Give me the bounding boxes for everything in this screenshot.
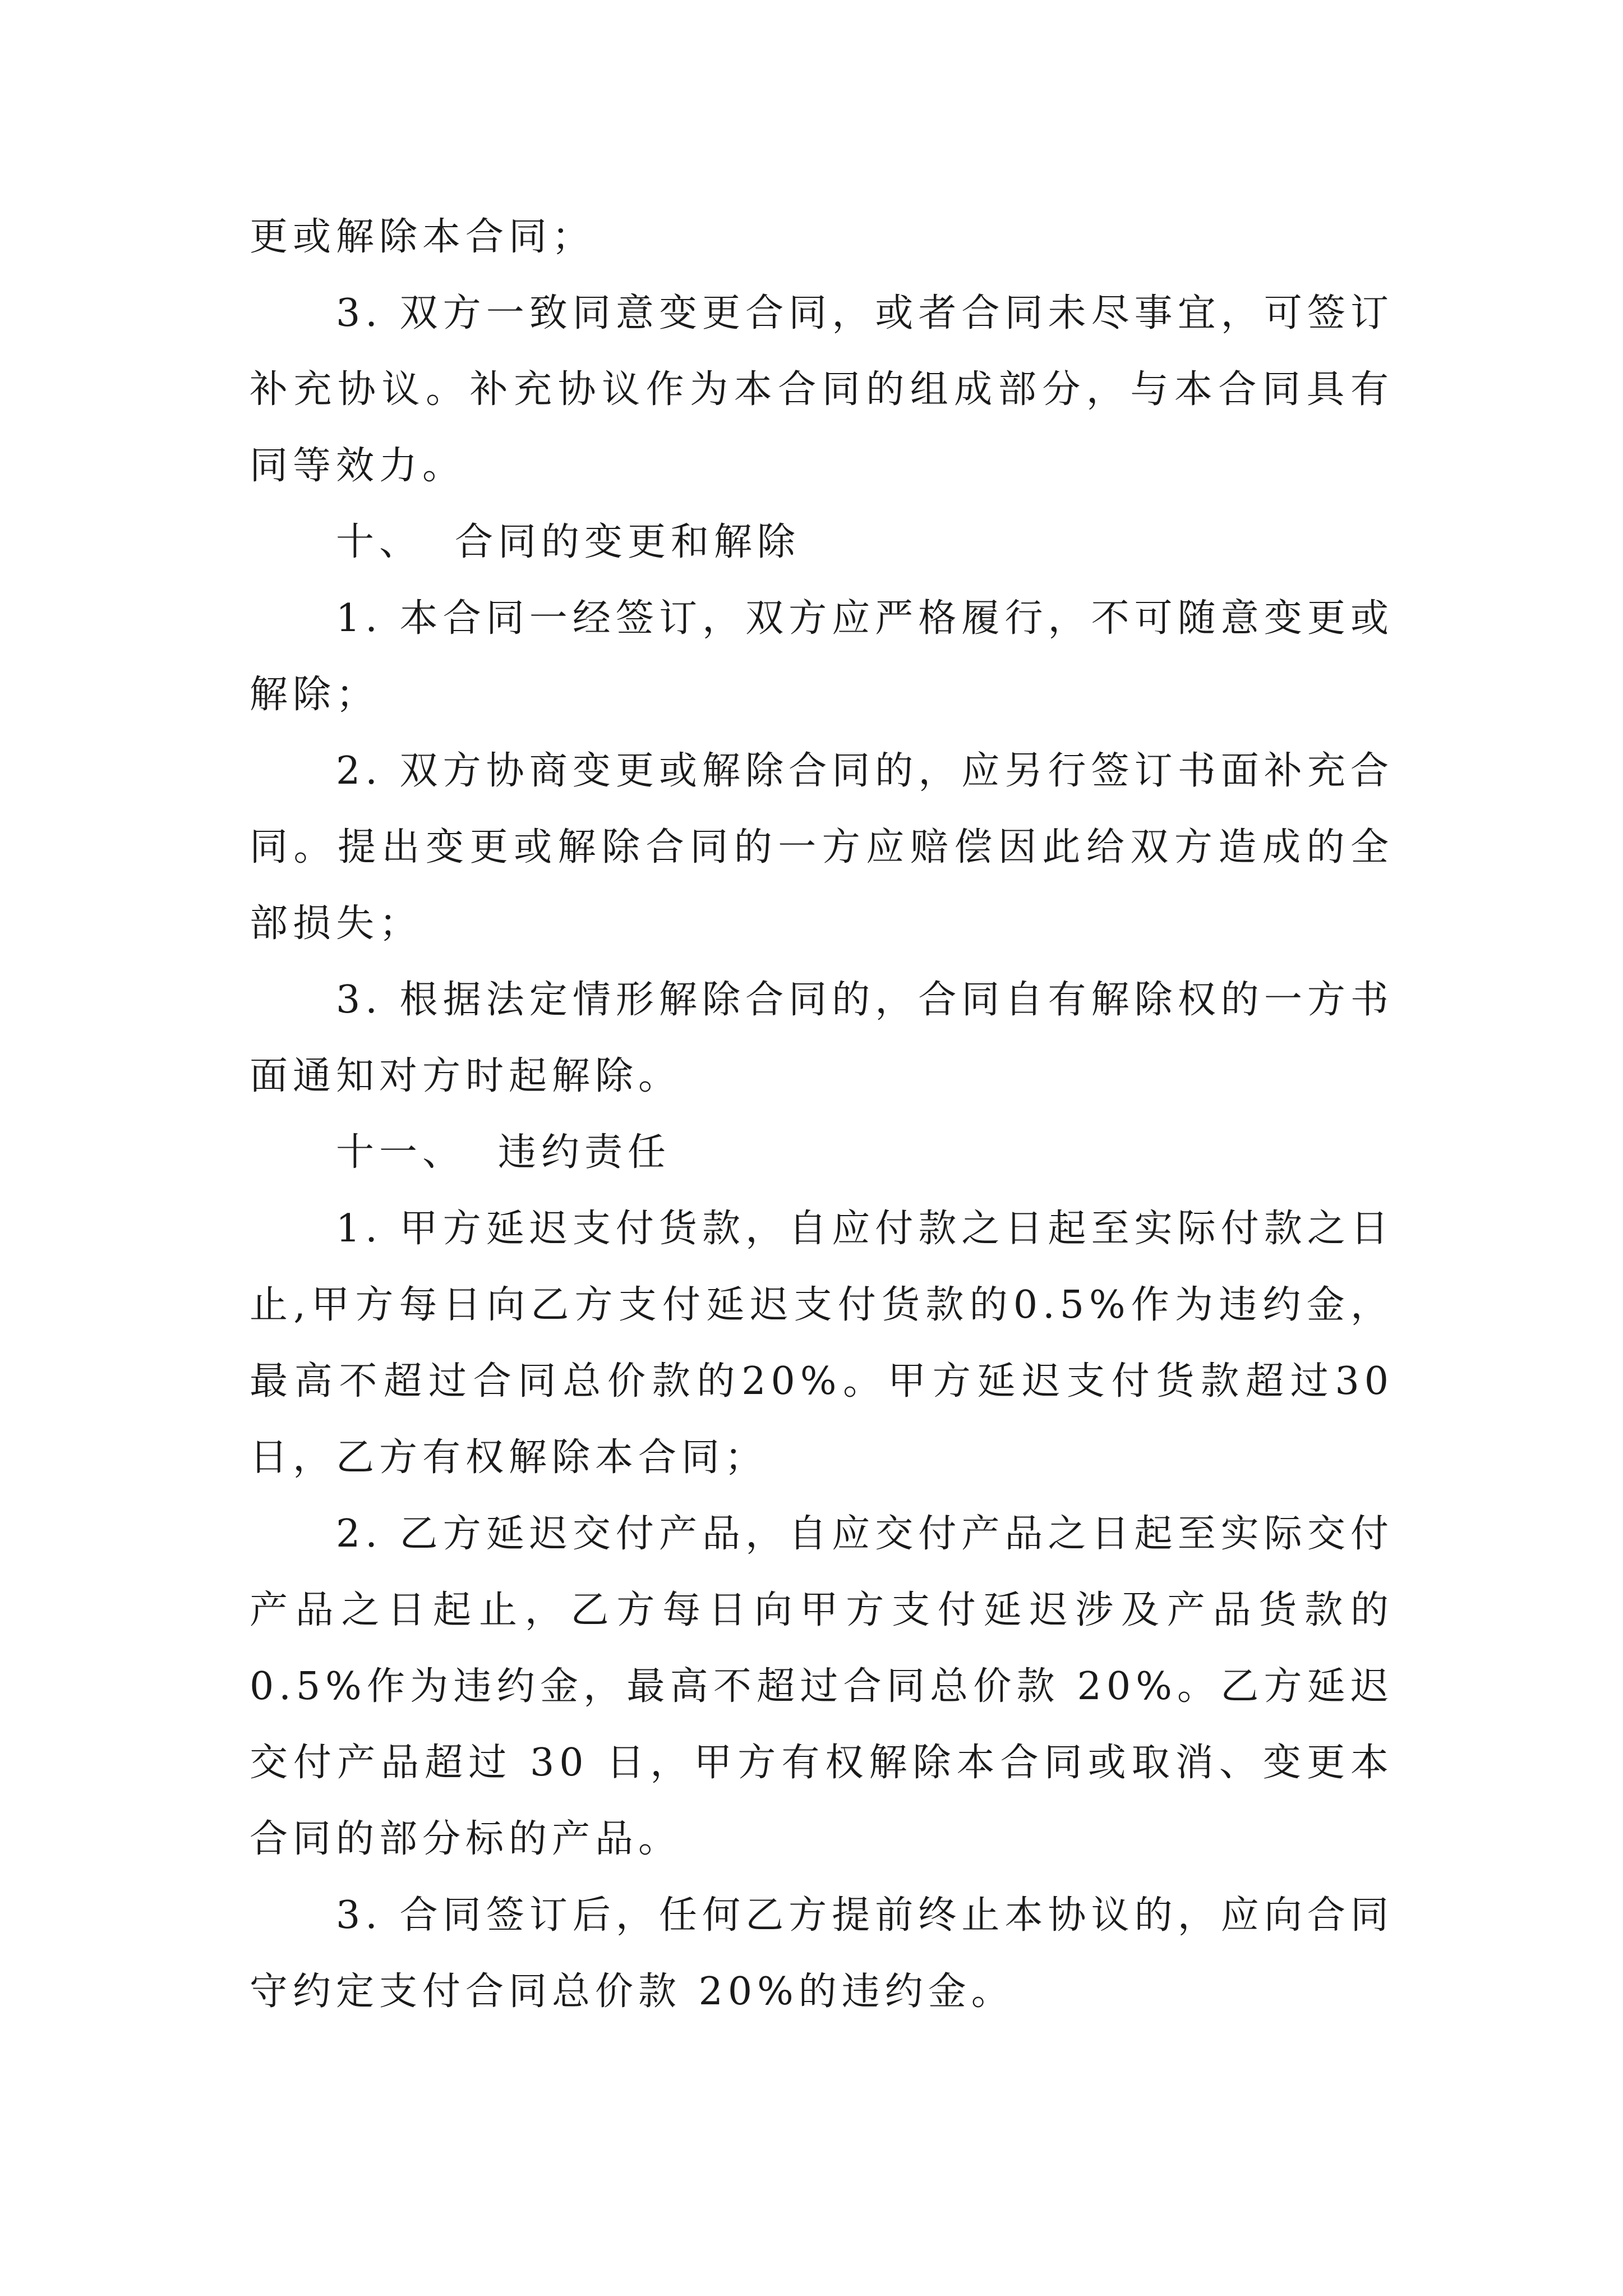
section-title: 违约责任 [498, 1130, 671, 1175]
section-number: 十、 [336, 520, 423, 564]
paragraph-10-1: 1. 本合同一经签订，双方应严格履行，不可随意变更或解除； [250, 596, 1394, 717]
paragraph-9-3: 3. 双方一致同意变更合同，或者合同未尽事宜，可签订补充协议。补充协议作为本合同的组成部分，与本合同具有同等效力。 [250, 291, 1394, 488]
section-title: 合同的变更和解除 [455, 520, 801, 564]
section-heading-11 [250, 1115, 1394, 1191]
section-number: 十一、 [336, 1130, 466, 1175]
paragraph-11-3: 3. 合同签订后，任何乙方提前终止本协议的，应向合同守约定支付合同总价款 20%的违约金。 [250, 1893, 1394, 2014]
paragraph-10-3: 3. 根据法定情形解除合同的，合同自有解除权的一方书面通知对方时起解除。 [250, 978, 1394, 1098]
paragraph-11-2: 2. 乙方延迟交付产品，自应交付产品之日起至实际交付产品之日起止，乙方每日向甲方支付延迟涉及产品货款的0.5%作为违约金，最高不超过合同总价款 20%。乙方延迟交付产品超过 30 日，甲方有权解除本合同或取消、变更本合同的部分标的产品。 [250, 1512, 1394, 1861]
paragraph-11-1: 1. 甲方延迟支付货款，自应付款之日起至实际付款之日止,甲方每日向乙方支付延迟支付货款的0.5%作为违约金，最高不超过合同总价款的20%。甲方延迟支付货款超过30日，乙方有权解除本合同； [250, 1207, 1394, 1480]
document-body [250, 199, 1394, 2030]
paragraph-10-2: 2. 双方协商变更或解除合同的，应另行签订书面补充合同。提出变更或解除合同的一方应赔偿因此给双方造成的全部损失； [250, 749, 1394, 946]
section-heading-10 [250, 504, 1394, 581]
paragraph-continued: 更或解除本合同； [250, 215, 596, 259]
